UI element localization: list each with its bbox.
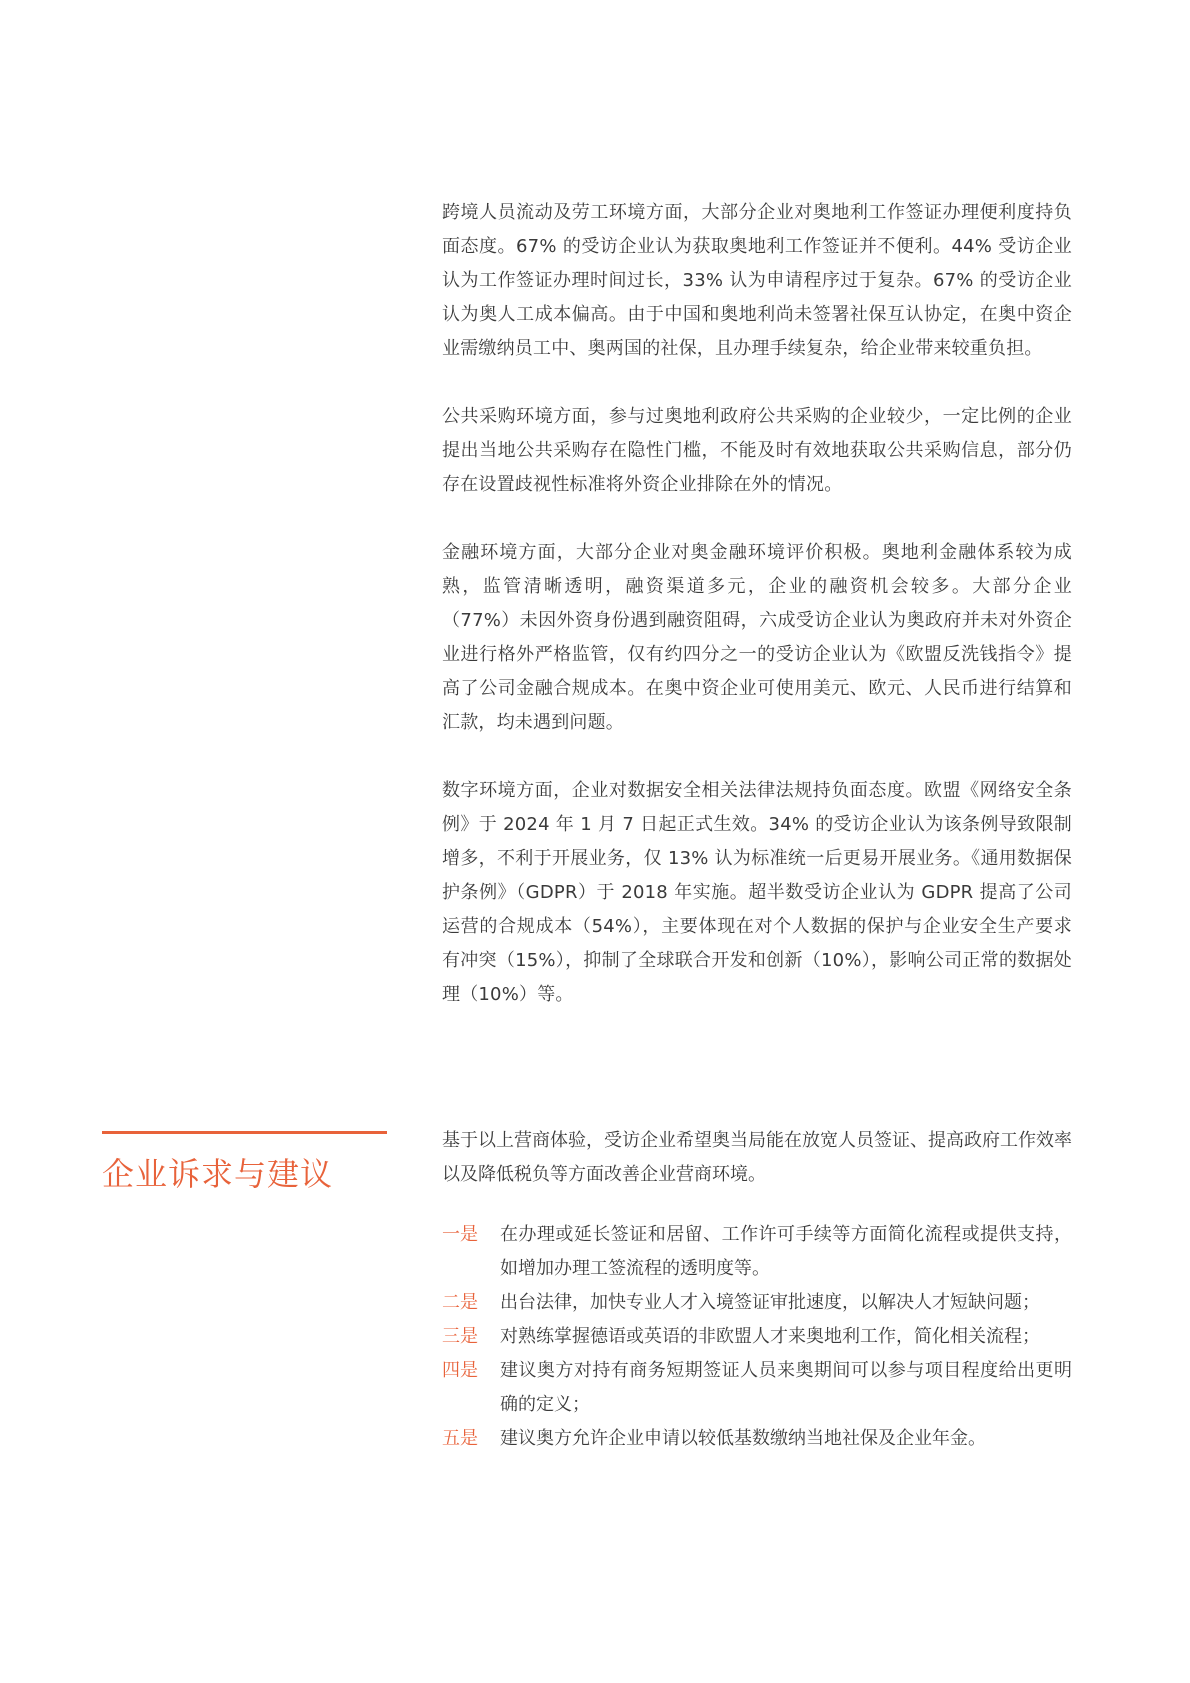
list-item-ordinal: 一是 [442,1224,478,1245]
list-item [442,1218,1072,1286]
list-item [442,1286,1072,1320]
body-text-column [442,196,1072,1114]
list-item [442,1320,1072,1354]
list-item-text: 建议奥方允许企业申请以较低基数缴纳当地社保及企业年金。 [500,1428,986,1449]
paragraph-digital-environment: 数字环境方面，企业对数据安全相关法律法规持负面态度。欧盟《网络安全条例》于 2024 年 1 月 7 日起正式生效。34% 的受访企业认为该条例导致限制增多，不利于开展业务，仅 13% 认为标准统一后更易开展业务。《通用数据保护条例》（GDPR）于 2018 年实施。超半数受访企业认为 GDPR 提高了公司运营的合规成本（54%），主要体现在对个人数据的保护与企业安全生产要求有冲突（15%），抑制了全球联合开发和创新（10%），影响公司正常的数据处理（10%）等。 [442,780,1072,1005]
list-item [442,1354,1072,1422]
list-item-ordinal: 二是 [442,1292,478,1313]
paragraph-labor-environment: 跨境人员流动及劳工环境方面，大部分企业对奥地利工作签证办理便利度持负面态度。67% 的受访企业认为获取奥地利工作签证并不便利。44% 受访企业认为工作签证办理时间过长，33% 认为申请程序过于复杂。67% 的受访企业认为奥人工成本偏高。由于中国和奥地利尚未签署社保互认协定，在奥中资企业需缴纳员工中、奥两国的社保，且办理手续复杂，给企业带来较重负担。 [442,202,1072,359]
paragraph-public-procurement: 公共采购环境方面，参与过奥地利政府公共采购的企业较少，一定比例的企业提出当地公共采购存在隐性门槛，不能及时有效地获取公共采购信息，部分仍存在设置歧视性标准将外资企业排除在外的情况。 [442,406,1072,495]
section-divider [102,1131,387,1134]
list-item-text: 出台法律，加快专业人才入境签证审批速度，以解决人才短缺问题； [500,1292,1040,1313]
section-title: 企业诉求与建议 [102,1155,334,1193]
list-item [442,1422,1072,1456]
list-item-text: 对熟练掌握德语或英语的非欧盟人才来奥地利工作，简化相关流程； [500,1326,1040,1347]
list-item-ordinal: 四是 [442,1360,478,1381]
recommendations-column [442,1124,1072,1456]
recommendations-intro: 基于以上营商体验，受访企业希望奥当局能在放宽人员签证、提高政府工作效率以及降低税负等方面改善企业营商环境。 [442,1130,1072,1185]
paragraph-financial-environment: 金融环境方面，大部分企业对奥金融环境评价积极。奥地利金融体系较为成熟，监管清晰透明，融资渠道多元，企业的融资机会较多。大部分企业（77%）未因外资身份遇到融资阻碍，六成受访企业认为奥政府并未对外资企业进行格外严格监管，仅有约四分之一的受访企业认为《欧盟反洗钱指令》提高了公司金融合规成本。在奥中资企业可使用美元、欧元、人民币进行结算和汇款，均未遇到问题。 [442,542,1072,733]
list-item-text: 建议奥方对持有商务短期签证人员来奥期间可以参与项目程度给出更明确的定义； [500,1360,1072,1415]
recommendations-list [442,1218,1072,1456]
list-item-ordinal: 三是 [442,1326,478,1347]
list-item-ordinal: 五是 [442,1428,478,1449]
list-item-text: 在办理或延长签证和居留、工作许可手续等方面简化流程或提供支持，如增加办理工签流程的透明度等。 [500,1224,1072,1279]
